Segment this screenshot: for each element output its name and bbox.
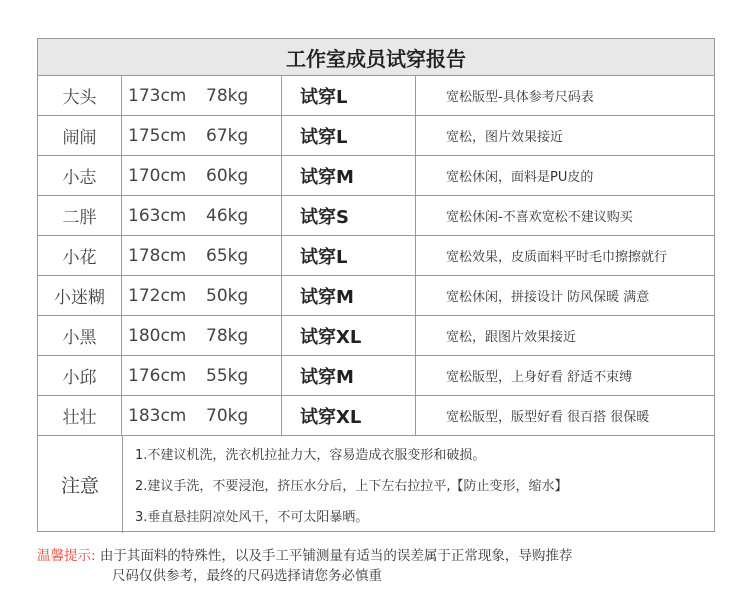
notice-list xyxy=(123,436,714,533)
tip-text-line2: 尺码仅供参考，最终的尺码选择请您务必慎重 xyxy=(112,568,382,584)
member-height: 178cm xyxy=(128,245,187,266)
member-height: 176cm xyxy=(128,365,187,386)
fit-note: 宽松版型-具体参考尺码表 xyxy=(446,90,594,105)
table-row xyxy=(38,76,714,116)
notice-item: 3.垂直悬挂阴凉处风干，不可太阳暴晒。 xyxy=(135,510,369,525)
table-row xyxy=(38,276,714,316)
member-height: 183cm xyxy=(128,405,187,426)
try-on-size: 试穿L xyxy=(282,116,416,155)
member-height: 173cm xyxy=(128,85,187,106)
member-name: 小邱 xyxy=(38,356,122,395)
notice-item: 2.建议手洗，不要浸泡，挤压水分后，上下左右拉拉平,【防止变形，缩水】 xyxy=(135,479,568,494)
member-weight: 60kg xyxy=(206,156,282,195)
table-row xyxy=(38,156,714,196)
member-name: 壮壮 xyxy=(38,396,122,435)
member-name: 闹闹 xyxy=(38,116,122,155)
member-weight: 67kg xyxy=(206,116,282,155)
notice-section xyxy=(38,436,714,533)
try-on-size: 试穿XL xyxy=(282,316,416,355)
table-row xyxy=(38,116,714,156)
member-weight: 46kg xyxy=(206,196,282,235)
try-on-size: 试穿L xyxy=(282,76,416,115)
fit-note: 宽松休闲，拼接设计 防风保暖 满意 xyxy=(446,290,650,305)
warm-tip xyxy=(37,546,677,586)
member-weight: 55kg xyxy=(206,356,282,395)
table-row xyxy=(38,396,714,436)
member-rows xyxy=(38,76,714,436)
member-name: 小黑 xyxy=(38,316,122,355)
fit-note: 宽松，图片效果接近 xyxy=(446,130,564,145)
member-name: 大头 xyxy=(38,76,122,115)
try-on-size: 试穿XL xyxy=(282,396,416,435)
table-row xyxy=(38,356,714,396)
member-name: 二胖 xyxy=(38,196,122,235)
member-height: 163cm xyxy=(128,205,187,226)
member-height: 170cm xyxy=(128,165,187,186)
try-on-size: 试穿M xyxy=(282,356,416,395)
member-name: 小迷糊 xyxy=(38,276,122,315)
member-weight: 78kg xyxy=(206,76,282,115)
notice-item: 1.不建议机洗，洗衣机拉扯力大，容易造成衣服变形和破损。 xyxy=(135,448,486,463)
try-on-size: 试穿L xyxy=(282,236,416,275)
fit-note: 宽松休闲-不喜欢宽松不建议购买 xyxy=(446,210,633,225)
member-height: 172cm xyxy=(128,285,187,306)
member-name: 小花 xyxy=(38,236,122,275)
try-on-size: 试穿S xyxy=(282,196,416,235)
notice-label: 注意 xyxy=(38,436,123,533)
member-weight: 78kg xyxy=(206,316,282,355)
fit-note: 宽松版型，上身好看 舒适不束缚 xyxy=(446,370,633,385)
fit-note: 宽松休闲，面料是PU皮的 xyxy=(446,170,594,185)
fit-note: 宽松效果，皮质面料平时毛巾擦擦就行 xyxy=(446,250,668,265)
try-on-size: 试穿M xyxy=(282,276,416,315)
member-name: 小志 xyxy=(38,156,122,195)
tip-text-line1: 由于其面料的特殊性，以及手工平铺测量有适当的误差属于正常现象，导购推荐 xyxy=(99,548,573,564)
tip-label: 温馨提示: xyxy=(37,548,96,564)
fit-note: 宽松，跟图片效果接近 xyxy=(446,330,577,345)
table-row xyxy=(38,236,714,276)
member-weight: 50kg xyxy=(206,276,282,315)
table-row xyxy=(38,196,714,236)
member-weight: 70kg xyxy=(206,396,282,435)
member-height: 175cm xyxy=(128,125,187,146)
member-height: 180cm xyxy=(128,325,187,346)
try-on-report-table xyxy=(37,38,715,532)
fit-note: 宽松版型，版型好看 很百搭 很保暖 xyxy=(446,410,650,425)
report-title: 工作室成员试穿报告 xyxy=(38,39,714,76)
member-weight: 65kg xyxy=(206,236,282,275)
try-on-size: 试穿M xyxy=(282,156,416,195)
table-row xyxy=(38,316,714,356)
